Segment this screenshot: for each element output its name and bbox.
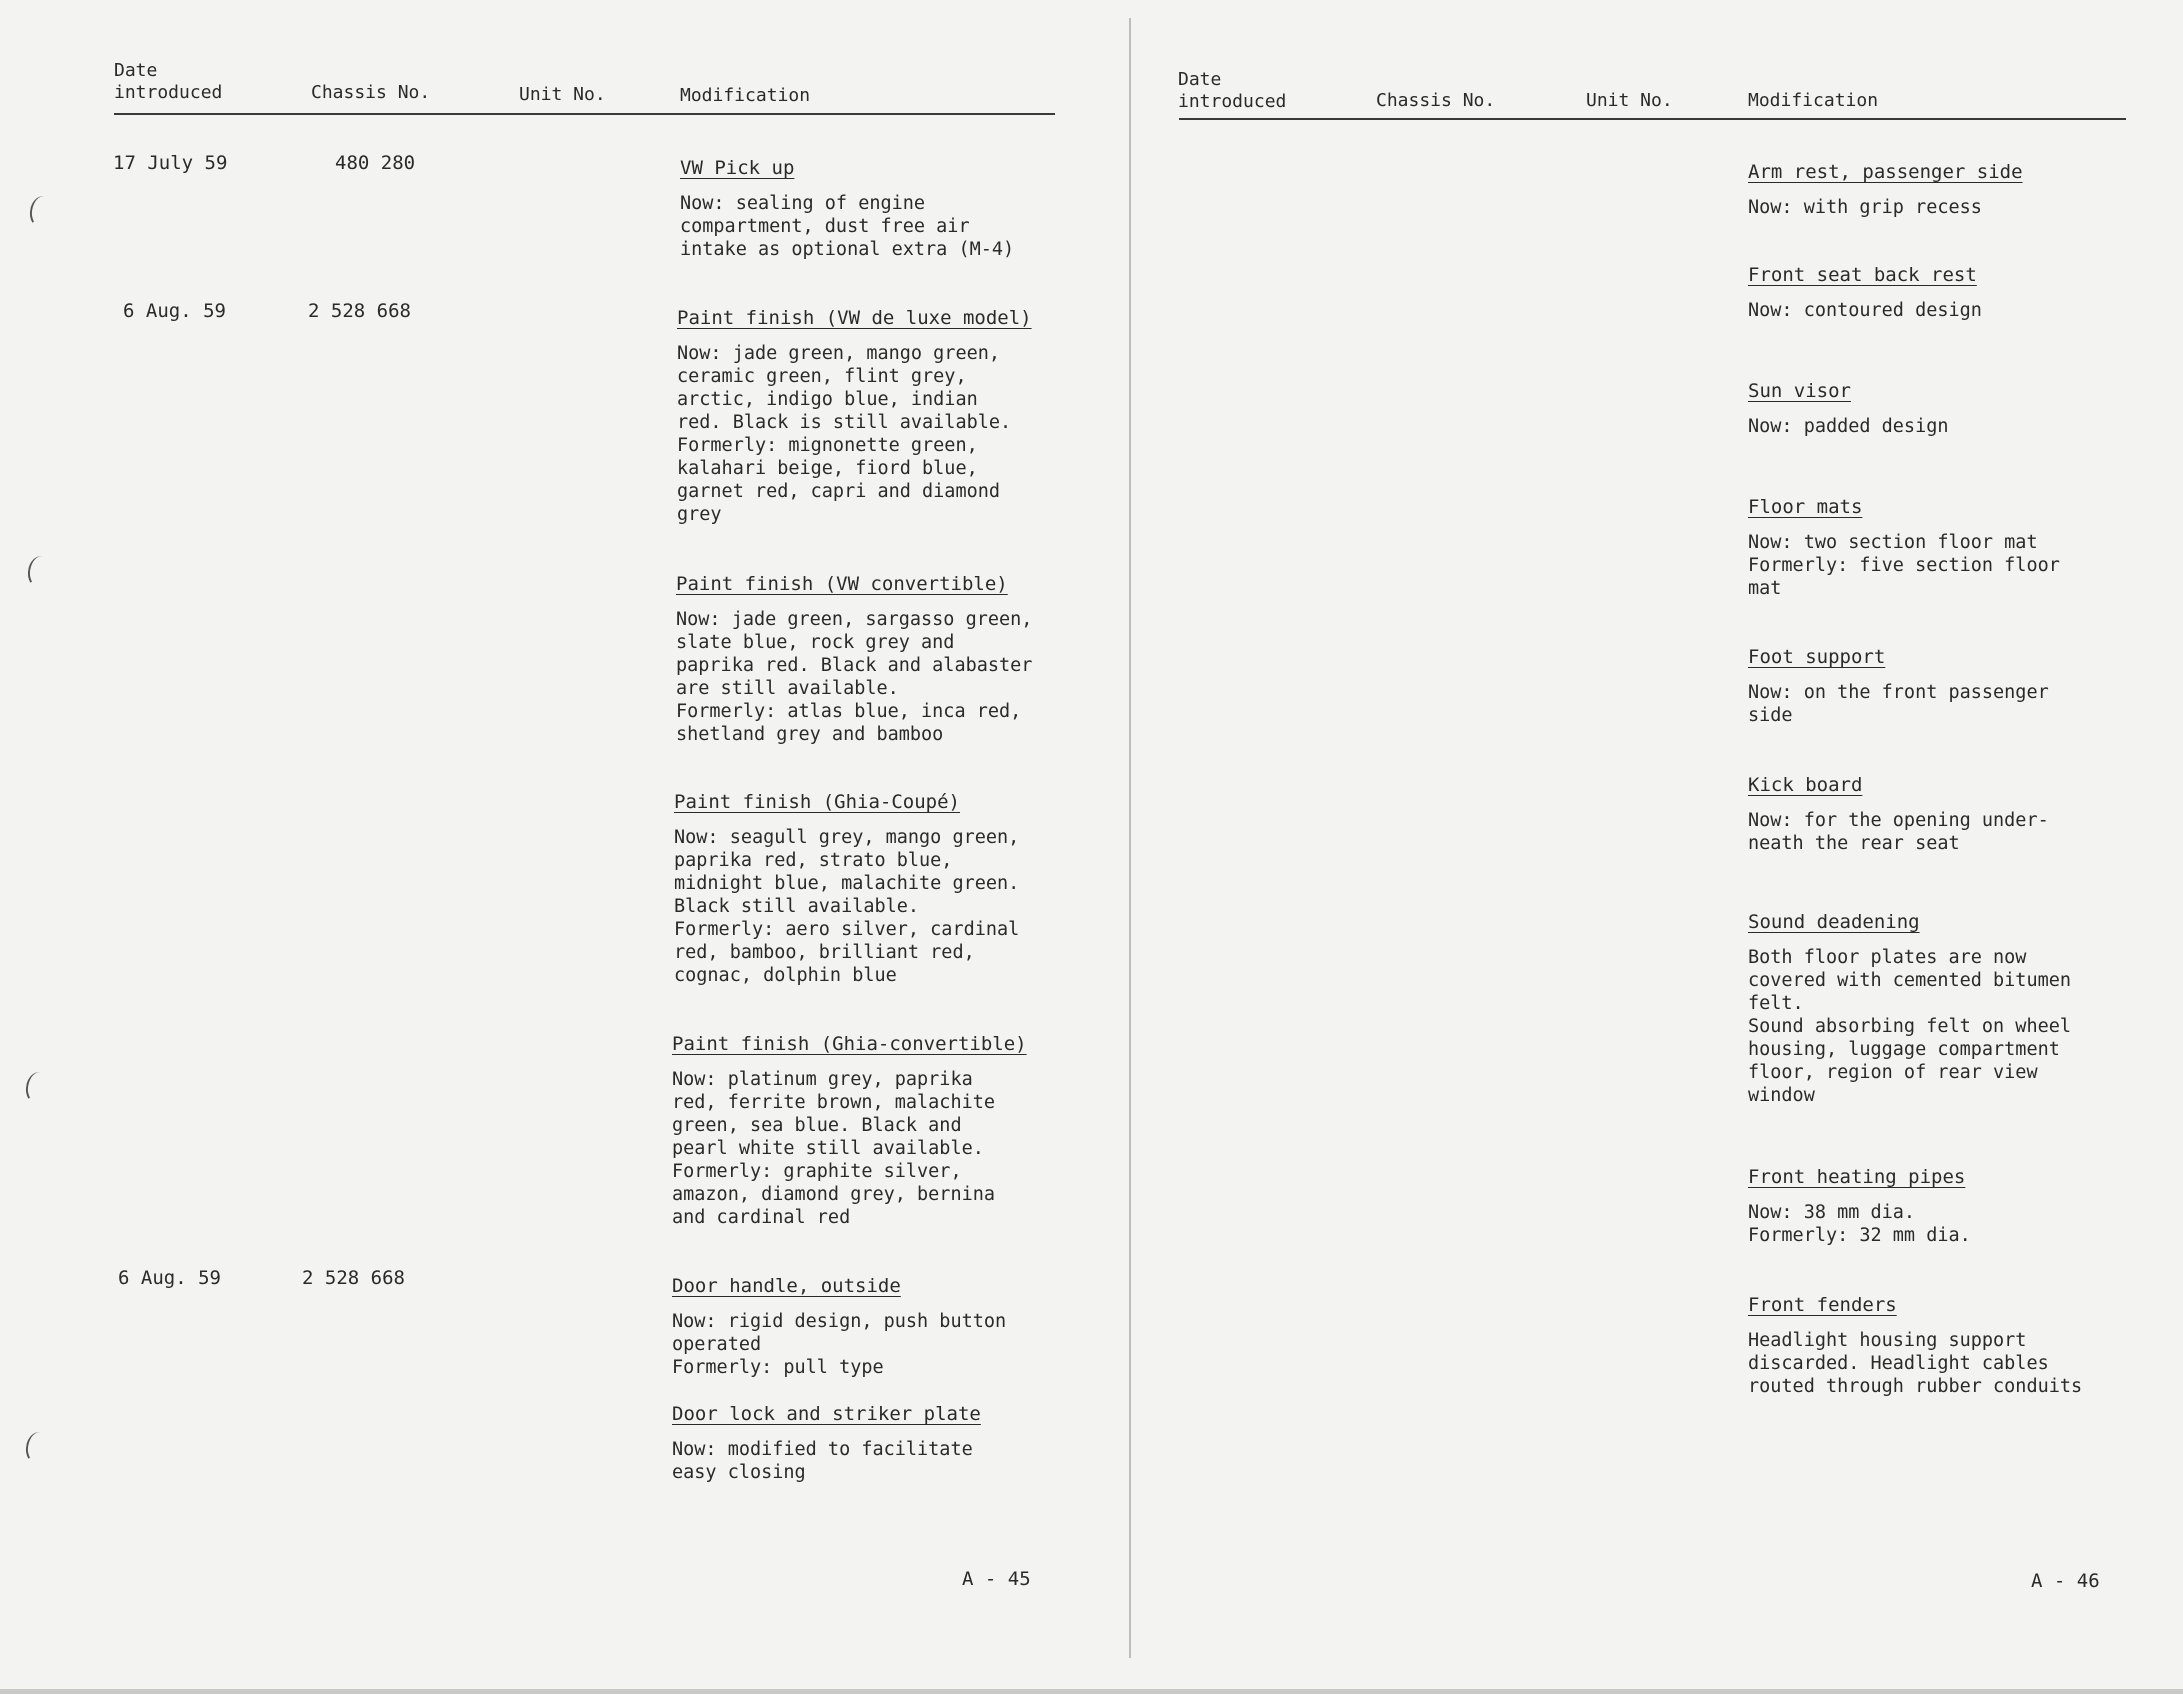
modification-text: Now: modified to facilitate easy closing (672, 1439, 973, 1483)
modification-entry (676, 572, 1116, 746)
header-modification: Modification (1748, 90, 1879, 111)
modification-title: VW Pick up (680, 157, 795, 179)
scan-bottom-edge (0, 1689, 2183, 1694)
punch-hole-mark (24, 1070, 52, 1105)
modification-text: Now: on the front passenger side (1748, 682, 2049, 726)
modification-text: Now: 38 mm dia. Formerly: 32 mm dia. (1748, 1202, 1971, 1246)
punch-hole-mark (28, 194, 56, 229)
modification-title: Sun visor (1748, 380, 1851, 402)
modification-title: Foot support (1748, 646, 1886, 668)
modification-entry (672, 1402, 1112, 1484)
header-unit: Unit No. (1586, 90, 1673, 111)
modification-entry (680, 156, 1120, 261)
modification-title: Sound deadening (1748, 911, 1920, 933)
header-date: Date introduced (1178, 69, 1287, 112)
modification-text: Now: contoured design (1748, 300, 1982, 321)
row-date: 6 Aug. 59 (123, 300, 226, 322)
modification-title: Floor mats (1748, 496, 1863, 518)
modification-title: Arm rest, passenger side (1748, 161, 2023, 183)
modification-entry (1748, 1165, 2183, 1247)
modification-text: Now: for the opening under- neath the rear seat (1748, 810, 2049, 854)
modification-text: Now: two section floor mat Formerly: five section floor mat (1748, 532, 2060, 599)
header-unit: Unit No. (519, 84, 606, 105)
punch-hole-mark (26, 554, 54, 589)
header-rule (1179, 118, 2126, 120)
modification-title: Door handle, outside (672, 1275, 901, 1297)
punch-hole-mark (24, 1430, 52, 1465)
modification-title: Front fenders (1748, 1294, 1897, 1316)
modification-title: Paint finish (VW convertible) (676, 573, 1008, 595)
modification-entry (1748, 263, 2183, 322)
modification-entry (1748, 160, 2183, 219)
modification-text: Now: sealing of engine compartment, dust free air intake as optional extra (M-4) (680, 193, 1015, 260)
modification-entry (1748, 1293, 2183, 1398)
header-chassis: Chassis No. (1376, 90, 1496, 111)
modification-title: Paint finish (Ghia-convertible) (672, 1033, 1027, 1055)
modification-title: Front seat back rest (1748, 264, 1977, 286)
header-chassis: Chassis No. (311, 82, 431, 103)
row-date: 17 July 59 (113, 152, 228, 174)
modification-entry (1748, 910, 2183, 1107)
modification-text: Now: padded design (1748, 416, 1949, 437)
modification-text: Now: seagull grey, mango green, paprika red, strato blue, midnight blue, malachite green. Black still available. Formerly: aero silver, cardinal red, bamboo, brilliant red, cognac, dolphin blue (674, 827, 1020, 986)
modification-entry (1748, 495, 2183, 600)
modification-text: Now: platinum grey, paprika red, ferrite brown, malachite green, sea blue. Black and pearl white still available. Formerly: graphite silver, amazon, diamond grey, bernina and cardinal red (672, 1069, 996, 1228)
page-number: A - 45 (962, 1568, 1031, 1590)
modification-entry (672, 1274, 1112, 1379)
right-page (1128, 0, 2183, 1694)
modification-entry (674, 790, 1114, 987)
modification-title: Paint finish (Ghia-Coupé) (674, 791, 960, 813)
modification-entry (677, 306, 1117, 526)
modification-entry (672, 1032, 1112, 1229)
page-number: A - 46 (2031, 1570, 2100, 1592)
modification-text: Headlight housing support discarded. Headlight cables routed through rubber conduits (1748, 1330, 2083, 1397)
row-date: 6 Aug. 59 (118, 1267, 221, 1289)
modification-title: Paint finish (VW de luxe model) (677, 307, 1032, 329)
modification-text: Both floor plates are now covered with cemented bitumen felt. Sound absorbing felt on wheel housing, luggage compartment floor, region of rear view window (1748, 947, 2072, 1106)
modification-title: Kick board (1748, 774, 1863, 796)
modification-entry (1748, 773, 2183, 855)
modification-title: Front heating pipes (1748, 1166, 1966, 1188)
header-rule (114, 113, 1055, 115)
row-chassis: 480 280 (335, 152, 416, 174)
modification-title: Door lock and striker plate (672, 1403, 981, 1425)
modification-entry (1748, 645, 2183, 727)
modification-entry (1748, 379, 2183, 438)
row-chassis: 2 528 668 (308, 300, 411, 322)
header-modification: Modification (680, 85, 811, 106)
header-date: Date introduced (114, 60, 223, 103)
modification-text: Now: with grip recess (1748, 197, 1982, 218)
modification-text: Now: jade green, sargasso green, slate blue, rock grey and paprika red. Black and alabaster are still available. Formerly: atlas blue, inca red, shetland grey and bamboo (676, 609, 1033, 745)
modification-text: Now: jade green, mango green, ceramic green, flint grey, arctic, indigo blue, indian red. Black is still available. Formerly: mignonette green, kalahari beige, fiord blue, garnet red, capri and diamond grey (677, 343, 1012, 525)
modification-text: Now: rigid design, push button operated Formerly: pull type (672, 1311, 1007, 1378)
row-chassis: 2 528 668 (302, 1267, 405, 1289)
